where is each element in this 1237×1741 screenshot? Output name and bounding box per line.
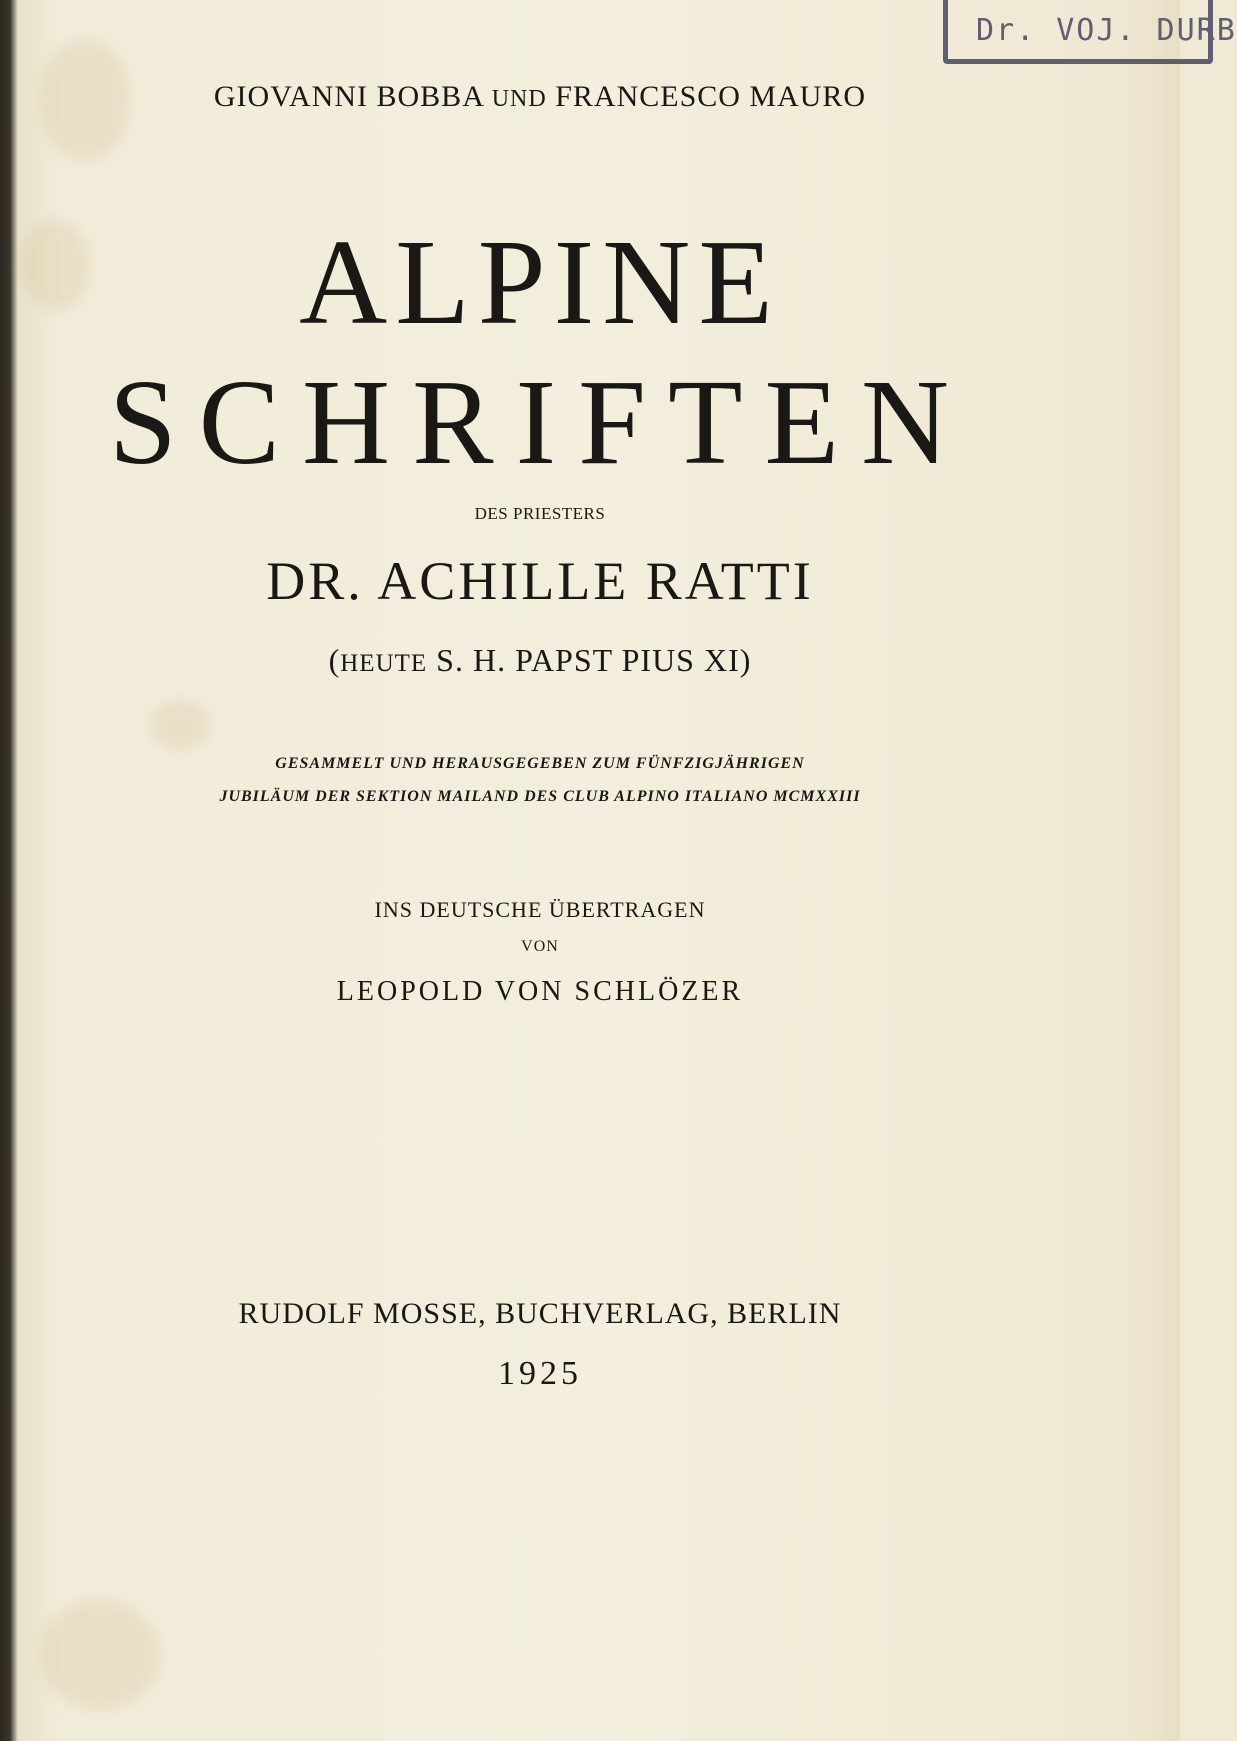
pope-note (0, 642, 1130, 679)
author-2: FRANCESCO MAURO (555, 80, 867, 113)
translator-name: LEOPOLD VON SCHLÖZER (336, 976, 744, 1007)
authors-conjunction: UND (491, 86, 547, 112)
pope-title: S. H. PAPST PIUS XI) (436, 642, 752, 678)
subject-title: DR. (266, 551, 364, 611)
subject-name (0, 550, 1130, 612)
von-line: VON (521, 938, 559, 955)
collected-line-1: GESAMMELT UND HERAUSGEGEBEN ZUM FÜNFZIGJÄHRIGEN (275, 755, 805, 772)
stamp-text: Dr. VOJ. DURB (976, 13, 1237, 48)
pope-open-paren: ( (328, 642, 341, 678)
book-title-line-2: SCHRIFTEN (108, 355, 972, 490)
pope-heute: HEUTE (340, 650, 428, 677)
subject-full-name: ACHILLE RATTI (377, 551, 814, 611)
library-stamp (943, 0, 1237, 64)
paper-stain (40, 1600, 160, 1710)
translated-line: INS DEUTSCHE ÜBERTRAGEN (374, 897, 706, 922)
author-1: GIOVANNI BOBBA (213, 80, 484, 113)
publisher-line: RUDOLF MOSSE, BUCHVERLAG, BERLIN (238, 1297, 842, 1330)
des-priesters: DES PRIESTERS (474, 504, 606, 523)
publication-year: 1925 (498, 1355, 582, 1392)
collected-line-2: JUBILÄUM DER SEKTION MAILAND DES CLUB ALPINO ITALIANO MCMXXIII (219, 788, 861, 805)
paper-stain (150, 700, 210, 750)
book-title-line-1: ALPINE (299, 215, 781, 350)
authors-line (0, 80, 1130, 114)
